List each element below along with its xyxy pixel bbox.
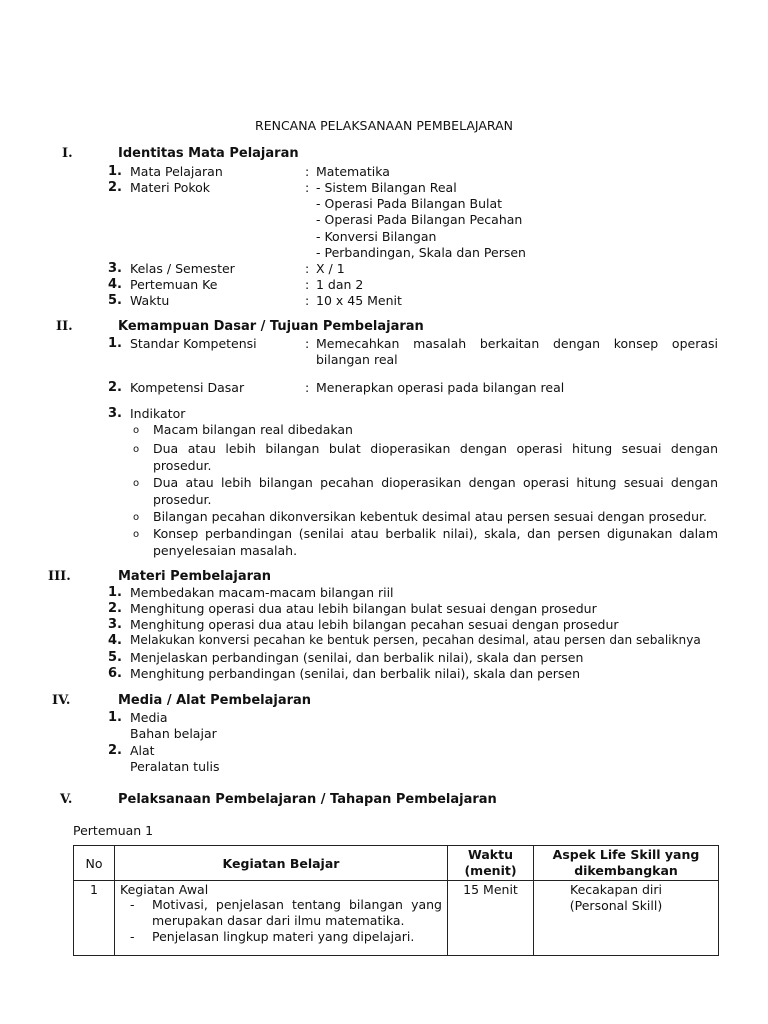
list-item: Dua atau lebih bilangan bulat dioperasikan dengan operasi hitung sesuai dengan prosedur. [153, 441, 718, 473]
bullet-icon: o [133, 425, 140, 436]
item-number: 6. [108, 666, 122, 681]
colon: : [305, 261, 310, 276]
item-number: 3. [108, 406, 122, 421]
colon: : [305, 164, 310, 179]
item-number: 1. [108, 164, 122, 179]
section-number: III. [48, 569, 71, 584]
item-value: Menerapkan operasi pada bilangan real [316, 380, 565, 395]
item-number: 1. [108, 585, 122, 600]
kegiatan-title: Kegiatan Awal [120, 882, 209, 897]
header-no: No [74, 846, 115, 881]
list-item: Konsep perbandingan (senilai atau berbalik nilai), skala, dan persen digunakan dalam penyelesaian masalah. [153, 526, 718, 558]
item-value: X / 1 [316, 261, 345, 276]
item-label: Kompetensi Dasar [130, 380, 245, 395]
colon: : [305, 336, 310, 351]
item-number: 5. [108, 293, 122, 308]
colon: : [305, 277, 310, 292]
header-aspek: Aspek Life Skill yang dikembangkan [534, 846, 719, 881]
item-value: Matematika [316, 164, 390, 179]
item-value: 10 x 45 Menit [316, 293, 402, 308]
list-item: Menghitung operasi dua atau lebih bilangan bulat sesuai dengan prosedur [130, 601, 597, 616]
item-number: 4. [108, 277, 122, 292]
header-kegiatan: Kegiatan Belajar [115, 846, 448, 881]
kegiatan-table [73, 845, 719, 956]
dash-icon: - [130, 929, 135, 944]
item-label: Media [130, 710, 168, 725]
bullet-icon: o [133, 512, 140, 523]
list-item: Membedakan macam-macam bilangan riil [130, 585, 394, 600]
list-item: Dua atau lebih bilangan pecahan dioperasikan dengan operasi hitung sesuai dengan prosedur. [153, 475, 718, 507]
list-item: Melakukan konversi pecahan ke bentuk persen, pecahan desimal, atau persen dan sebaliknya [130, 633, 701, 647]
item-value: - Operasi Pada Bilangan Pecahan [316, 212, 523, 227]
bullet-icon: o [133, 478, 140, 489]
table-header-row [74, 846, 719, 881]
section-title: Pelaksanaan Pembelajaran / Tahapan Pembelajaran [118, 792, 497, 807]
cell-kegiatan [115, 881, 448, 956]
list-item: Macam bilangan real dibedakan [153, 422, 353, 437]
item-number: 1. [108, 336, 122, 351]
item-number: 3. [108, 617, 122, 632]
item-value: 1 dan 2 [316, 277, 364, 292]
item-label: Materi Pokok [130, 180, 211, 195]
bullet-icon: o [133, 444, 140, 455]
item-value: - Perbandingan, Skala dan Persen [316, 245, 526, 260]
item-value: - Sistem Bilangan Real [316, 180, 457, 195]
item-value: Memecahkan masalah berkaitan dengan konsep operasi bilangan real [316, 336, 718, 367]
section-title: Media / Alat Pembelajaran [118, 693, 312, 708]
item-value: - Konversi Bilangan [316, 229, 437, 244]
bullet-icon: o [133, 529, 140, 540]
colon: : [305, 293, 310, 308]
item-label: Standar Kompetensi [130, 336, 257, 351]
section-number: II. [56, 319, 73, 334]
section-title: Identitas Mata Pelajaran [118, 146, 299, 161]
dash-icon: - [130, 897, 135, 912]
list-item: Menjelaskan perbandingan (senilai, dan berbalik nilai), skala dan persen [130, 650, 584, 665]
cell-waktu: 15 Menit [448, 881, 534, 956]
item-number: 5. [108, 650, 122, 665]
list-item: Menghitung operasi dua atau lebih bilangan pecahan sesuai dengan prosedur [130, 617, 619, 632]
list-item: Menghitung perbandingan (senilai, dan berbalik nilai), skala dan persen [130, 666, 581, 681]
item-value: Bahan belajar [130, 726, 217, 741]
pertemuan-label: Pertemuan 1 [73, 823, 154, 838]
item-label: Pertemuan Ke [130, 277, 218, 292]
item-value: Peralatan tulis [130, 759, 220, 774]
item-label: Waktu [130, 293, 170, 308]
item-number: 2. [108, 601, 122, 616]
item-label: Alat [130, 743, 155, 758]
item-number: 2. [108, 180, 122, 195]
section-number: V. [60, 792, 73, 807]
item-number: 1. [108, 710, 122, 725]
item-number: 4. [108, 633, 122, 648]
table-row [74, 881, 719, 956]
cell-no: 1 [74, 881, 115, 956]
item-label: Kelas / Semester [130, 261, 235, 276]
item-number: 2. [108, 743, 122, 758]
list-item: Bilangan pecahan dikonversikan kebentuk desimal atau persen sesuai dengan prosedur. [153, 509, 707, 524]
item-number: 2. [108, 380, 122, 395]
item-value: - Operasi Pada Bilangan Bulat [316, 196, 503, 211]
colon: : [305, 180, 310, 195]
colon: : [305, 380, 310, 395]
section-number: I. [62, 146, 73, 161]
section-title: Kemampuan Dasar / Tujuan Pembelajaran [118, 319, 424, 334]
kegiatan-item: - Motivasi, penjelasan tentang bilangan yang merupakan dasar dari ilmu matematika. [120, 897, 442, 929]
section-number: IV. [52, 693, 71, 708]
header-waktu: Waktu (menit) [448, 846, 534, 881]
section-title: Materi Pembelajaran [118, 569, 272, 584]
item-label: Indikator [130, 406, 186, 421]
item-label: Mata Pelajaran [130, 164, 223, 179]
kegiatan-item: - Penjelasan lingkup materi yang dipelajari. [120, 929, 442, 945]
item-number: 3. [108, 261, 122, 276]
cell-aspek: Kecakapan diri (Personal Skill) [534, 881, 719, 956]
document-title: RENCANA PELAKSANAAN PEMBELAJARAN [255, 118, 513, 133]
